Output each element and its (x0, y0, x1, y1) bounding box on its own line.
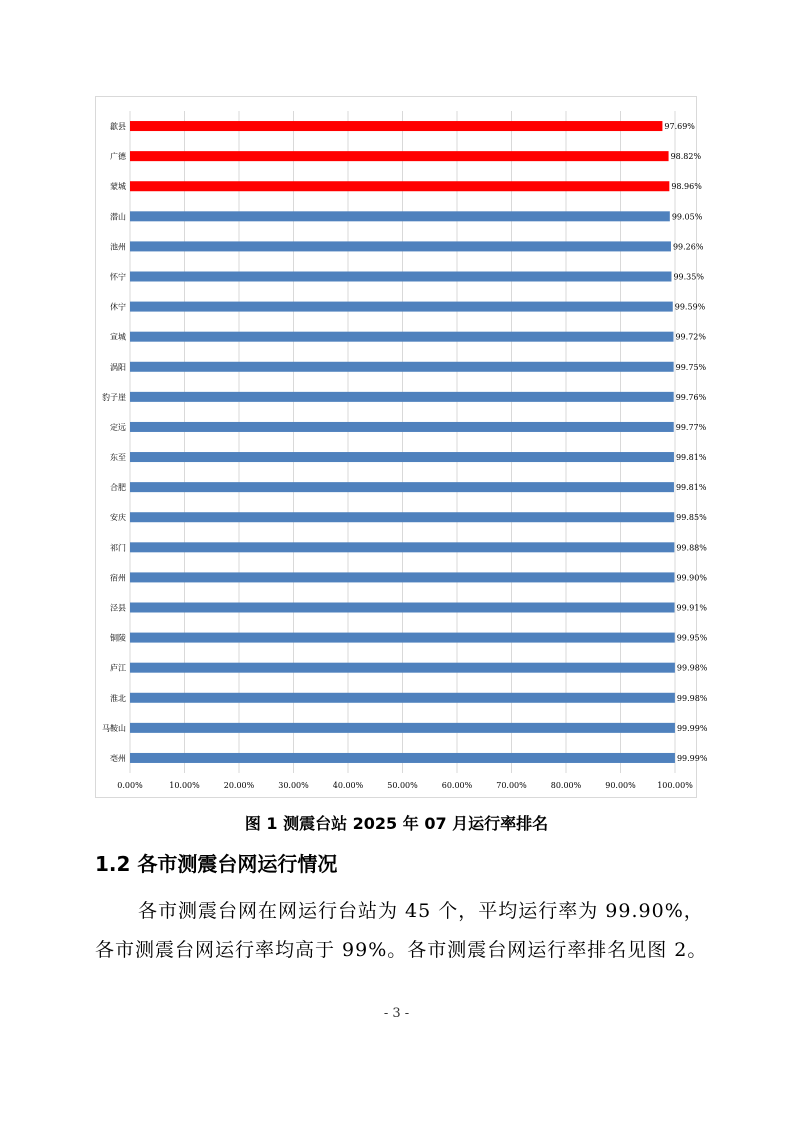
x-tick-label: 20.00% (223, 781, 255, 790)
value-label: 99.85% (676, 513, 707, 523)
x-tick-label: 30.00% (278, 781, 309, 790)
value-label: 98.96% (671, 182, 702, 192)
value-label: 99.75% (675, 362, 707, 372)
ranking-chart (95, 96, 708, 798)
category-label: 淮北 (110, 693, 126, 703)
bar (130, 151, 669, 161)
value-label: 99.05% (671, 212, 703, 222)
category-label: 歙县 (110, 122, 126, 132)
paragraph-line-1: 各市测震台网在网运行台站为 45 个，平均运行率为 99.90%， (138, 900, 704, 922)
category-label: 定远 (110, 422, 126, 432)
bar (130, 181, 669, 191)
category-label: 池州 (110, 242, 126, 252)
bar (130, 633, 675, 643)
value-label: 99.99% (676, 753, 708, 763)
value-label: 99.98% (676, 663, 708, 673)
category-label: 泾县 (110, 603, 126, 613)
category-label: 宿州 (110, 573, 126, 583)
category-label: 祁门 (110, 543, 126, 553)
category-label: 怀宁 (110, 272, 126, 282)
bar (130, 422, 674, 432)
bar (130, 302, 673, 312)
bar (130, 572, 674, 582)
value-label: 98.82% (670, 152, 702, 162)
x-tick-label: 0.00% (117, 781, 143, 790)
bar (130, 362, 674, 372)
category-label: 潜山 (110, 212, 126, 222)
bar (130, 663, 675, 673)
category-label: 东至 (110, 453, 126, 463)
x-tick-label: 80.00% (550, 781, 582, 790)
category-label: 休宁 (110, 302, 126, 312)
category-label: 涡阳 (110, 362, 126, 372)
category-label: 铜陵 (110, 633, 126, 643)
bar (130, 392, 674, 402)
category-label: 安庆 (110, 513, 126, 523)
bar (130, 512, 674, 522)
value-label: 99.95% (676, 633, 708, 643)
value-label: 99.91% (676, 603, 708, 613)
bar (130, 693, 675, 703)
bar (130, 723, 675, 733)
bar (130, 332, 673, 342)
category-label: 合肥 (110, 483, 126, 493)
value-label: 99.72% (675, 332, 706, 342)
x-tick-label: 50.00% (387, 781, 418, 790)
x-tick-label: 10.00% (169, 781, 200, 790)
category-label: 蒙城 (110, 182, 126, 192)
x-tick-label: 40.00% (332, 781, 364, 790)
category-label: 马鞍山 (102, 723, 126, 733)
bar (130, 272, 671, 282)
bar (130, 603, 675, 613)
page-number: - 3 - (383, 1006, 410, 1021)
category-label: 亳州 (110, 753, 126, 763)
bar (130, 753, 675, 763)
value-label: 99.35% (673, 272, 704, 282)
value-label: 99.59% (674, 302, 706, 312)
bar (130, 482, 674, 492)
bar (130, 542, 674, 552)
value-label: 99.81% (675, 453, 707, 463)
bar (130, 211, 670, 221)
category-label: 广德 (110, 152, 126, 162)
bar (130, 121, 662, 131)
value-label: 97.69% (664, 122, 695, 132)
value-label: 99.26% (672, 242, 704, 252)
value-label: 99.81% (675, 483, 707, 493)
section-heading: 1.2 各市测震台网运行情况 (95, 852, 338, 876)
value-label: 99.76% (675, 392, 707, 402)
bar (130, 452, 674, 462)
category-label: 庐江 (110, 663, 126, 673)
value-label: 99.77% (675, 422, 707, 432)
figure-caption: 图 1 测震台站 2025 年 07 月运行率排名 (244, 814, 549, 833)
value-label: 99.90% (676, 573, 707, 583)
value-label: 99.99% (676, 723, 708, 733)
bar (130, 241, 671, 251)
value-label: 99.88% (676, 543, 707, 553)
x-tick-label: 100.00% (657, 781, 693, 790)
x-tick-label: 70.00% (496, 781, 527, 790)
category-label: 豹子崖 (102, 392, 126, 402)
category-label: 宣城 (110, 332, 126, 342)
x-tick-label: 90.00% (605, 781, 636, 790)
value-label: 99.98% (676, 693, 708, 703)
paragraph-line-2: 各市测震台网运行率均高于 99%。各市测震台网运行率排名见图 2。 (95, 939, 708, 961)
x-tick-label: 60.00% (441, 781, 473, 790)
ranking-chart-svg (96, 97, 708, 799)
